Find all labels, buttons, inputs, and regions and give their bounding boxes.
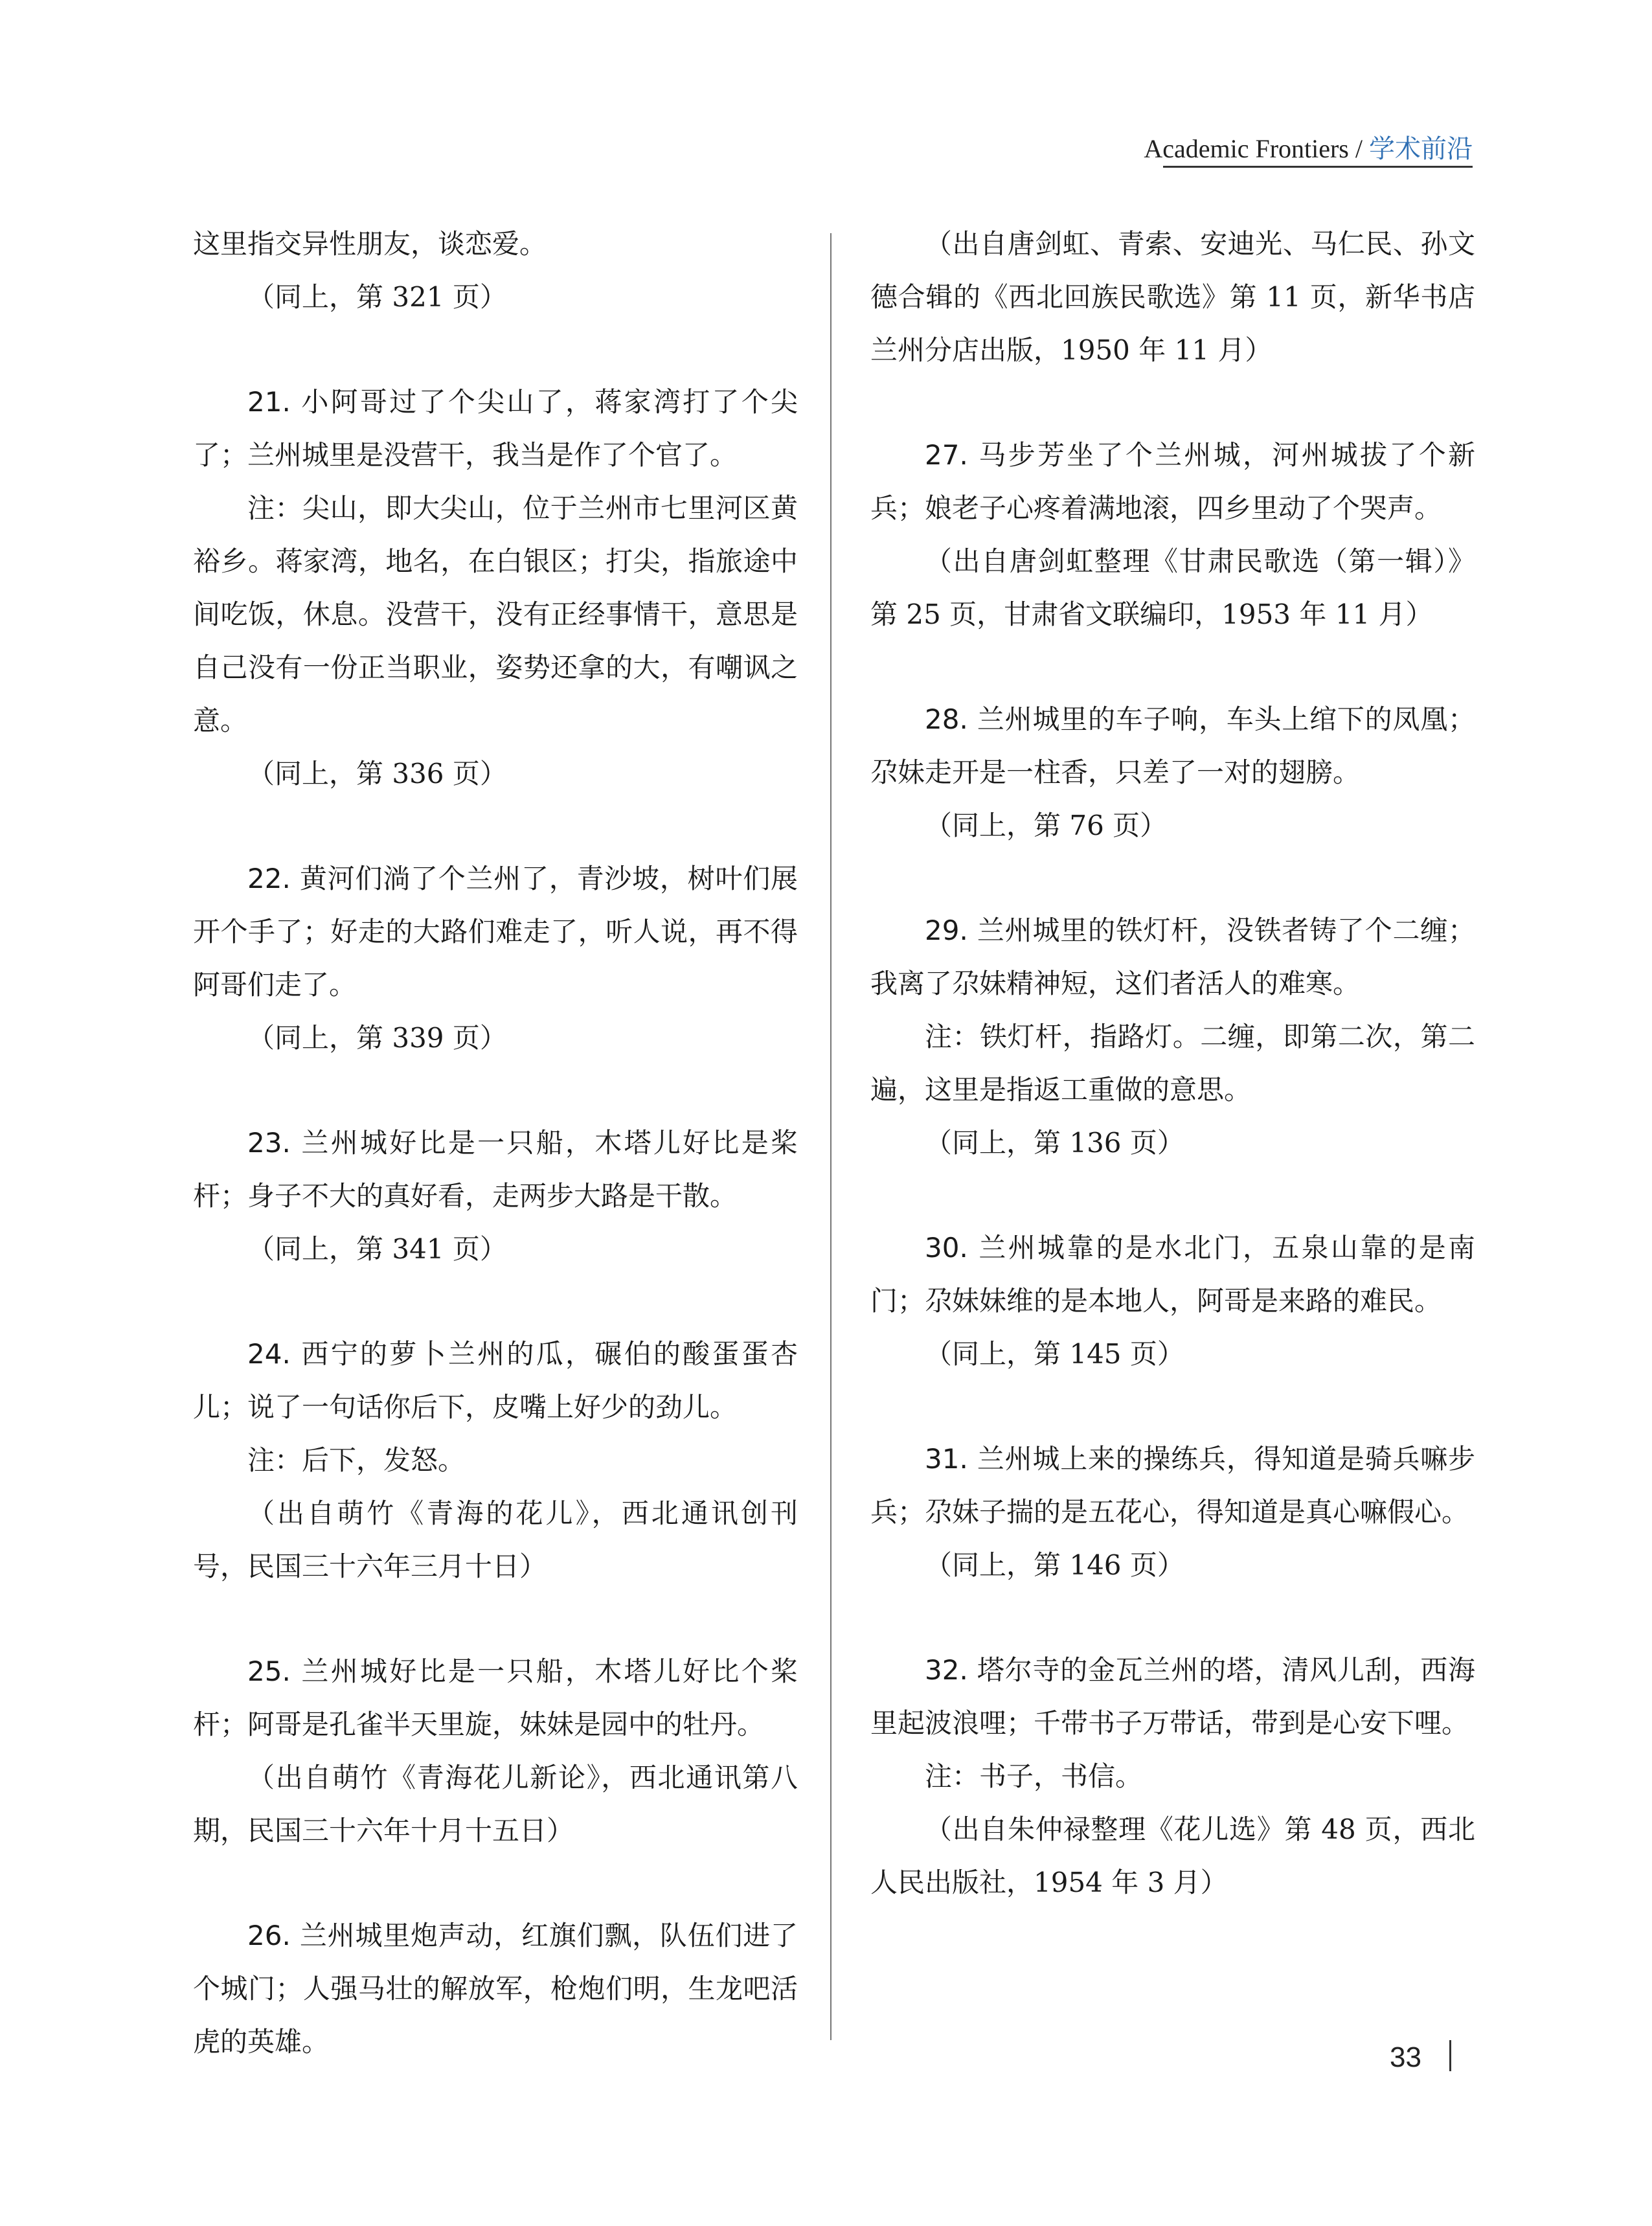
left-column [193,218,798,2120]
verse-text: 31. 兰州城上来的操练兵，得知道是骑兵嘛步兵；尕妹子揣的是五花心，得知道是真心嘛假心。 [870,1443,1475,1528]
song-entry [193,852,798,1065]
source-citation: （同上，第 146 页） [925,1549,1184,1581]
source-citation: （出自萌竹《青海花儿新论》，西北通讯第八期，民国三十六年十月十五日） [193,1762,798,1846]
source-citation: （出自朱仲禄整理《花儿选》第 48 页，西北人民出版社，1954 年 3 月） [870,1813,1475,1898]
source-citation: （同上，第 136 页） [925,1127,1184,1159]
journal-name-cn: 学术前沿 [1369,134,1473,164]
header-rule [1163,166,1473,168]
source-citation: （同上，第 321 页） [247,281,507,313]
song-entry [193,218,798,324]
source-citation: （同上，第 145 页） [925,1338,1184,1370]
source-citation: （出自萌竹《青海的花儿》，西北通讯创刊号，民国三十六年三月十日） [193,1497,798,1582]
source-citation: （出自唐剑虹整理《甘肃民歌选（第一辑）》第 25 页，甘肃省文联编印，1953 年 11 月） [870,545,1475,630]
column-divider [830,233,832,2040]
running-header [1144,128,1473,165]
continued-text: 这里指交异性朋友，谈恋爱。 [193,228,547,260]
song-entry [193,1645,798,1857]
source-citation: （同上，第 341 页） [247,1233,507,1265]
verse-text: 29. 兰州城里的铁灯杆，没铁者铸了个二缠；我离了尕妹精神短，这们者活人的难寒。 [870,914,1475,999]
annotation-note: 注：尖山，即大尖山，位于兰州市七里河区黄裕乡。蒋家湾，地名，在白银区；打尖，指旅途中间吃饭，休息。没营干，没有正经事情干，意思是自己没有一份正当职业，姿势还拿的大，有嘲讽之意。 [193,492,798,736]
right-column [870,218,1475,1961]
verse-text: 26. 兰州城里炮声动，红旗们飘，队伍们进了个城门；人强马壮的解放军，枪炮们明，生龙吧活虎的英雄。 [193,1920,798,2058]
source-citation: （同上，第 76 页） [925,810,1168,841]
verse-text: 32. 塔尔寺的金瓦兰州的塔，清风儿刮，西海里起波浪哩；千带书子万带话，带到是心安下哩。 [870,1654,1475,1739]
source-citation: （同上，第 339 页） [247,1022,507,1054]
verse-text: 24. 西宁的萝卜兰州的瓜，碾伯的酸蛋蛋杏儿；说了一句话你后下，皮嘴上好少的劲儿。 [193,1338,798,1423]
song-entry [870,1433,1475,1592]
verse-text: 30. 兰州城靠的是水北门，五泉山靠的是南门；尕妹妹维的是本地人，阿哥是来路的难民。 [870,1232,1475,1317]
verse-text: 27. 马步芳坐了个兰州城，河州城拔了个新兵；娘老子心疼着满地滚，四乡里动了个哭声。 [870,439,1475,524]
song-entry [193,1909,798,2069]
page-number-bar [1449,2040,1451,2071]
verse-text: 23. 兰州城好比是一只船，木塔儿好比是桨杆；身子不大的真好看，走两步大路是干散。 [193,1127,798,1212]
verse-text: 22. 黄河们淌了个兰州了，青沙坡，树叶们展开个手了；好走的大路们难走了，听人说，再不得阿哥们走了。 [193,863,798,1001]
song-entry [870,1644,1475,1909]
song-entry [870,693,1475,852]
header-separator: / [1348,134,1369,163]
verse-text: 25. 兰州城好比是一只船，木塔儿好比个桨杆；阿哥是孔雀半天里旋，妹妹是园中的牡丹。 [193,1655,798,1740]
annotation-note: 注：书子，书信。 [925,1760,1143,1792]
source-citation: （同上，第 336 页） [247,758,507,789]
page-number: 33 [1390,2041,1421,2073]
song-entry [870,218,1475,377]
source-citation: （出自唐剑虹、青索、安迪光、马仁民、孙文德合辑的《西北回族民歌选》第 11 页，新华书店兰州分店出版，1950 年 11 月） [870,228,1475,366]
song-entry [193,376,798,801]
song-entry [193,1328,798,1593]
journal-name-en: Academic Frontiers [1144,134,1349,163]
annotation-note: 注：铁灯杆，指路灯。二缠，即第二次，第二遍，这里是指返工重做的意思。 [870,1021,1475,1106]
song-entry [870,429,1475,641]
song-entry [870,1221,1475,1381]
annotation-note: 注：后下，发怒。 [247,1444,466,1476]
verse-text: 28. 兰州城里的车子响，车头上绾下的凤凰；尕妹走开是一柱香，只差了一对的翅膀。 [870,703,1475,788]
verse-text: 21. 小阿哥过了个尖山了，蒋家湾打了个尖了；兰州城里是没营干，我当是作了个官了。 [193,386,798,471]
song-entry [193,1117,798,1276]
song-entry [870,904,1475,1170]
